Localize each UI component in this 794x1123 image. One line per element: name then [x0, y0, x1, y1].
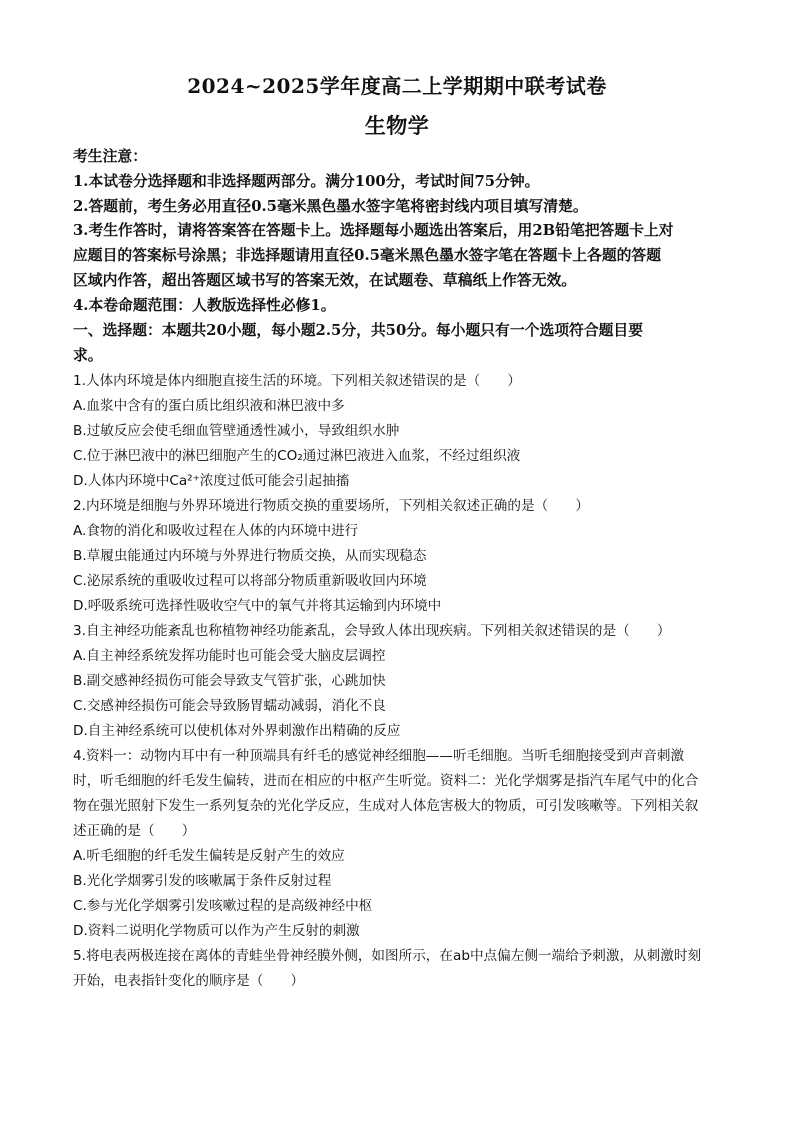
notice-item: 3.考生作答时，请将答案答在答题卡上。选择题每小题选出答案后，用2B铅笔把答题卡上对 — [73, 222, 674, 239]
notice-item: 区域内作答，超出答题区域书写的答案无效，在试题卷、草稿纸上作答无效。 — [73, 272, 577, 289]
section-heading-cont: 求。 — [73, 347, 103, 364]
question-stem-cont: 述正确的是（ ） — [73, 823, 196, 839]
option-d: D.呼吸系统可选择性吸收空气中的氧气并将其运输到内环境中 — [73, 598, 442, 614]
question-stem-cont: 开始，电表指针变化的顺序是（ ） — [73, 973, 305, 989]
question-stem-cont: 时，听毛细胞的纤毛发生偏转，进而在相应的中枢产生听觉。资料二：光化学烟雾是指汽车尾气中的化合 — [73, 773, 699, 789]
notice-heading: 考生注意： — [73, 148, 147, 165]
option-a: A.听毛细胞的纤毛发生偏转是反射产生的效应 — [73, 848, 345, 864]
question-stem: 3.自主神经功能紊乱也称植物神经功能紊乱，会导致人体出现疾病。下列相关叙述错误的是（ ） — [73, 623, 671, 639]
question-stem: 1.人体内环境是体内细胞直接生活的环境。下列相关叙述错误的是（ ） — [73, 373, 521, 389]
exam-title: 2024~2025学年度高二上学期期中联考试卷 — [187, 74, 607, 98]
subject-title: 生物学 — [364, 113, 430, 138]
option-d: D.资料二说明化学物质可以作为产生反射的刺激 — [73, 923, 360, 939]
option-c: C.位于淋巴液中的淋巴细胞产生的CO₂通过淋巴液进入血浆，不经过组织液 — [73, 448, 521, 464]
notice-item: 1.本试卷分选择题和非选择题两部分。满分100分，考试时间75分钟。 — [73, 173, 540, 190]
option-a: A.血浆中含有的蛋白质比组织液和淋巴液中多 — [73, 398, 345, 414]
notice-item: 4.本卷命题范围：人教版选择性必修1。 — [73, 297, 336, 314]
question-stem-cont: 物在强光照射下发生一系列复杂的光化学反应，生成对人体危害极大的物质，可引发咳嗽等。下列相关叙 — [73, 798, 699, 814]
option-b: B.副交感神经损伤可能会导致支气管扩张，心跳加快 — [73, 673, 386, 689]
option-a: A.自主神经系统发挥功能时也可能会受大脑皮层调控 — [73, 648, 386, 664]
option-b: B.光化学烟雾引发的咳嗽属于条件反射过程 — [73, 873, 332, 889]
question-stem: 4.资料一：动物内耳中有一种顶端具有纤毛的感觉神经细胞——听毛细胞。当听毛细胞接受到声音刺激 — [73, 748, 685, 764]
option-d: D.人体内环境中Ca²⁺浓度过低可能会引起抽搐 — [73, 473, 350, 489]
option-a: A.食物的消化和吸收过程在人体的内环境中进行 — [73, 523, 359, 539]
option-b: B.过敏反应会使毛细血管壁通透性减小，导致组织水肿 — [73, 423, 400, 439]
notice-item: 应题目的答案标号涂黑；非选择题请用直径0.5毫米黑色墨水签字笔在答题卡上各题的答题 — [73, 247, 662, 264]
option-c: C.泌尿系统的重吸收过程可以将部分物质重新吸收回内环境 — [73, 573, 427, 589]
question-stem: 5.将电表两极连接在离体的青蛙坐骨神经膜外侧，如图所示，在ab中点偏左侧一端给予刺激，从刺激时刻 — [73, 948, 702, 964]
question-stem: 2.内环境是细胞与外界环境进行物质交换的重要场所，下列相关叙述正确的是（ ） — [73, 498, 589, 514]
option-b: B.草履虫能通过内环境与外界进行物质交换，从而实现稳态 — [73, 548, 427, 564]
section-heading: 一、选择题：本题共20小题，每小题2.5分，共50分。每小题只有一个选项符合题目要 — [73, 322, 644, 339]
option-c: C.交感神经损伤可能会导致肠胃蠕动减弱，消化不良 — [73, 698, 386, 714]
option-d: D.自主神经系统可以使机体对外界刺激作出精确的反应 — [73, 723, 401, 739]
notice-item: 2.答题前，考生务必用直径0.5毫米黑色墨水签字笔将密封线内项目填写清楚。 — [73, 198, 588, 215]
option-c: C.参与光化学烟雾引发咳嗽过程的是高级神经中枢 — [73, 898, 373, 914]
